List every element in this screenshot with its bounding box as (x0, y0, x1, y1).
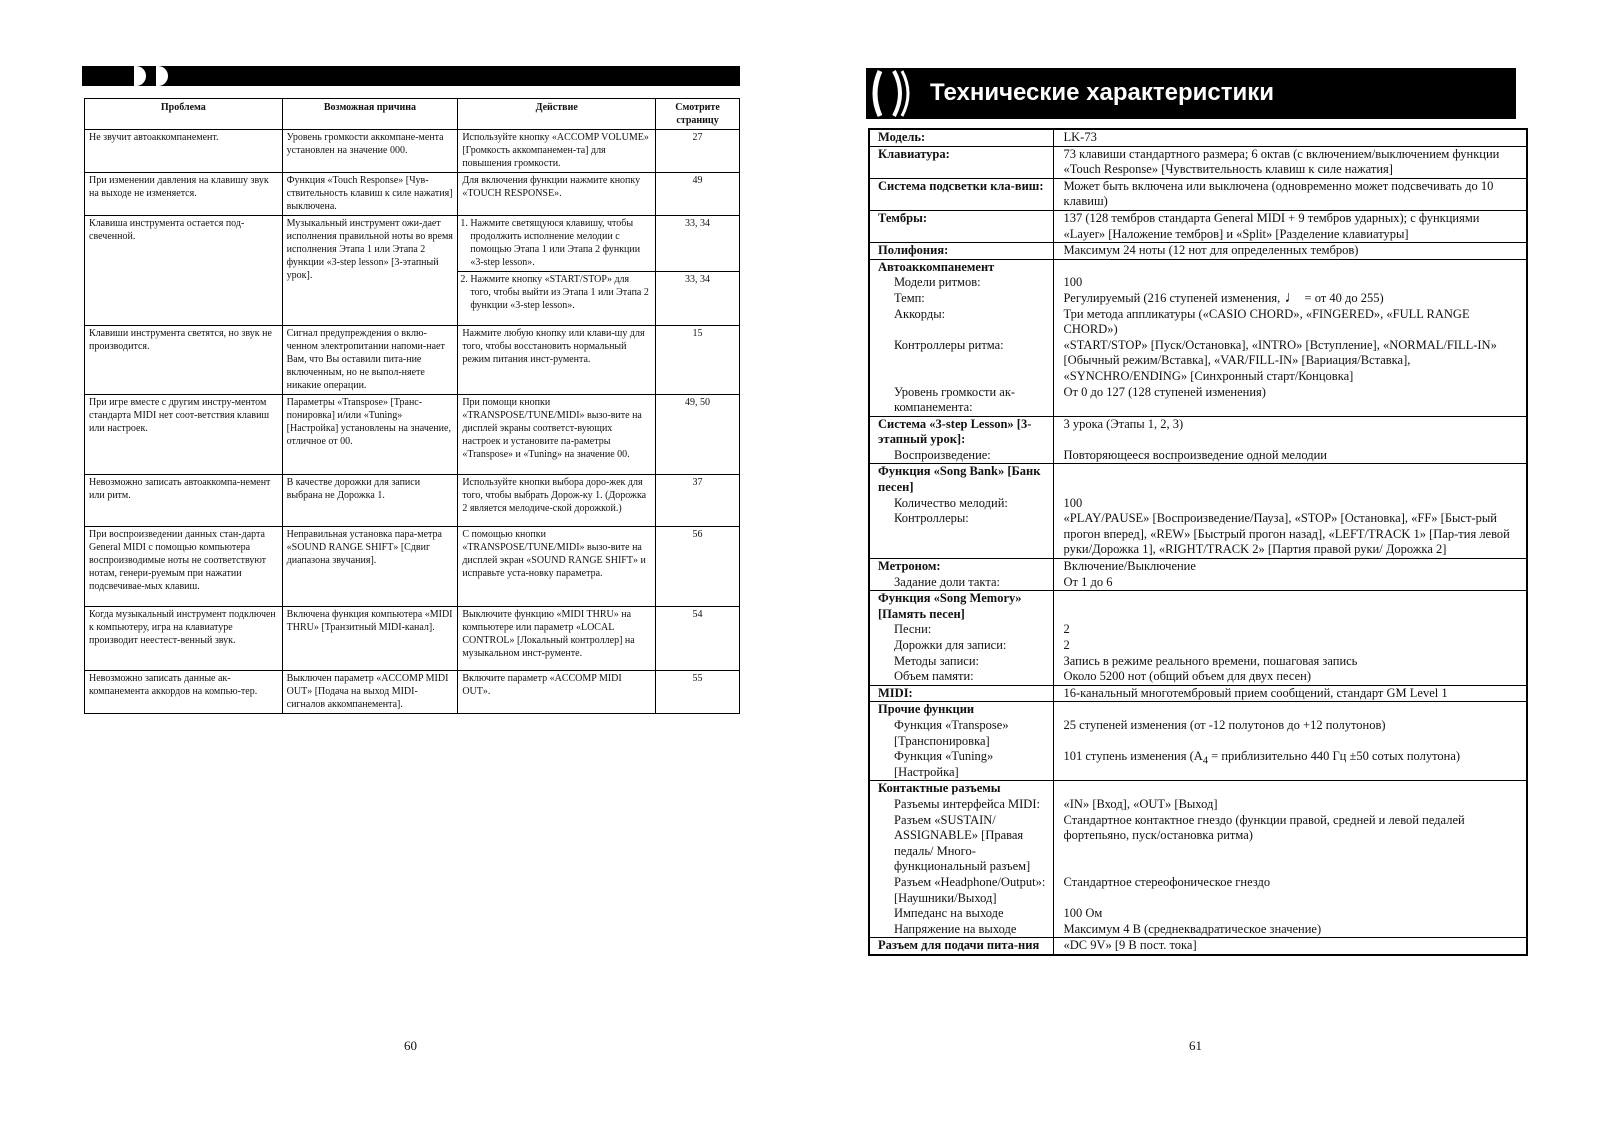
action-cell: Используйте кнопки выбора доро-жек для того, чтобы выбрать Дорож-ку 1. (Дорожка 2 является мелодиче-ской дорожкой.) (458, 475, 656, 527)
spec-value: 73 клавиши стандартного размера; 6 октав (с включением/выключением функции «Touch Response» [Чувствительность клавиш к силе нажатия] (1053, 146, 1527, 178)
spec-value: 2 (1063, 638, 1070, 652)
spec-label: Импеданс на выходе (869, 906, 1053, 922)
action-cell: Нажмите любую кнопку или клави-шу для того, чтобы восстановить нормальный режим питания инст-румента. (458, 326, 656, 395)
spec-label: Методы записи: (869, 654, 1053, 670)
table-row (85, 173, 740, 216)
spec-label: Контроллеры ритма: (869, 338, 1053, 385)
header-action: Действие (458, 99, 656, 130)
problem-cell: Невозможно записать автоаккомпа-немент или ритм. (85, 475, 283, 527)
spec-label: Количество мелодий: (869, 496, 1053, 512)
page-cell: 54 (656, 607, 740, 671)
spec-value: «DC 9V» [9 В пост. тока] (1053, 938, 1527, 955)
spec-value: 100 (1063, 275, 1083, 290)
spec-value: Стандартное стереофоническое гнездо (1063, 874, 1271, 889)
page-cell: 15 (656, 326, 740, 395)
page-number: 61 (1189, 1038, 1202, 1053)
table-row (85, 475, 740, 527)
action-cell: 2. Нажмите кнопку «START/STOP» для того, чтобы выйти из Этапа 1 или Этапа 2 функции «3-step lesson». (458, 272, 656, 326)
problem-cell: Когда музыкальный инструмент подключен к компьютеру, игра на клавиатуре производит неестест-венный звук. (85, 607, 283, 671)
problem-cell: Клавиша инструмента остается под-свеченной. (85, 216, 283, 326)
spec-label: Уровень громкости ак-компанемента: (869, 385, 1053, 417)
table-row (85, 216, 740, 272)
spec-value: От 1 до 6 (1063, 574, 1113, 589)
spec-label: Клавиатура: (869, 146, 1053, 178)
table-header-row (85, 99, 740, 130)
spec-label: Объем памяти: (869, 669, 1053, 685)
quarter-note-icon: ♩ (1284, 288, 1301, 306)
cause-cell: Параметры «Transpose» [Транс-понировка] и/или «Tuning» [Настройка] установлены на значение, отличное от 00. (282, 395, 458, 475)
cause-cell: В качестве дорожки для записи выбрана не Дорожка 1. (282, 475, 458, 527)
header-cause: Возможная причина (282, 99, 458, 130)
spec-section-label: Автоаккомпанемент (869, 259, 1053, 275)
spec-value: 25 ступеней изменения (от -12 полутонов до +12 полутонов) (1063, 717, 1386, 732)
cause-cell: Включена функция компьютера «MIDI THRU» [Транзитный MIDI-канал]. (282, 607, 458, 671)
spec-value: Повторяющееся воспроизведение одной мелодии (1063, 447, 1327, 462)
spec-section-other (869, 702, 1527, 718)
table-row (85, 671, 740, 714)
spec-value: 100 Ом (1063, 906, 1103, 921)
spec-value: Запись в режиме реального времени, пошаговая запись (1063, 653, 1358, 668)
page-number: 60 (404, 1038, 417, 1053)
spec-value: «START/STOP» [Пуск/Остановка], «INTRO» [Вступление], «NORMAL/FILL-IN» [Обычный режим/Вставка], «VAR/FILL-IN» [Вариация/Вставка], «SYNCHRO/ENDING» [Синхронный старт/Концовка] (1063, 337, 1497, 383)
spec-label: Разъемы интерфейса MIDI: (869, 797, 1053, 813)
spec-value: Максимум 24 ноты (12 нот для определенных тембров) (1053, 243, 1527, 260)
spec-section-label: Контактные разъемы (869, 781, 1053, 797)
spec-value: 2 (1063, 622, 1070, 637)
spec-label: Полифония: (869, 243, 1053, 260)
bracket-decoration-icon (872, 68, 918, 119)
spec-section-label: Функция «Song Bank» [Банк песен] (869, 464, 1053, 496)
title-banner (866, 68, 1516, 119)
spec-section-accomp (869, 259, 1527, 275)
spec-section-memory (869, 591, 1527, 623)
action-cell: С помощью кнопки «TRANSPOSE/TUNE/MIDI» вызо-вите на дисплей экран «SOUND RANGE SHIFT» и исправьте уста-новку параметра. (458, 527, 656, 607)
spec-row-midi (869, 685, 1527, 702)
spec-label: Контроллеры: (869, 511, 1053, 558)
problem-cell: Невозможно записать данные ак-компанемента аккордов на компью-тер. (85, 671, 283, 714)
spec-value: Три метода аппликатуры («CASIO CHORD», «FINGERED», «FULL RANGE CHORD») (1063, 306, 1470, 337)
header-problem: Проблема (85, 99, 283, 130)
table-row (85, 395, 740, 475)
spec-section-jacks (869, 781, 1527, 797)
page-cell: 33, 34 (656, 216, 740, 272)
spec-section-label: Система «3-step Lesson» [3-этапный урок]: (869, 416, 1053, 448)
problem-cell: При воспроизведении данных стан-дарта General MIDI с помощью компьютера воспроизводимые ноты не соответствуют нотам, генери-руемым при нажатии подсвечивае-мых клавиш. (85, 527, 283, 607)
spec-label: Напряжение на выходе (869, 922, 1053, 938)
spec-row-lighting (869, 178, 1527, 210)
page-cell: 49 (656, 173, 740, 216)
spec-value: 101 ступень изменения ($A_4$ = приблизительно 440 Гц ±50 сотых полутона) (1063, 749, 1461, 767)
action-cell: Включите параметр «ACCOMP MIDI OUT». (458, 671, 656, 714)
header-page: Смотрите страницу (656, 99, 740, 130)
spec-label: Модель: (869, 129, 1053, 146)
spec-row-model (869, 129, 1527, 146)
spec-label: Разъем «Headphone/Output»: [Наушники/Выход] (869, 875, 1053, 906)
spec-value: Максимум 4 В (среднеквадратическое значение) (1063, 921, 1322, 936)
spec-value: Может быть включена или выключена (одновременно может подсвечивать до 10 клавиш) (1053, 178, 1527, 210)
spec-row-tones (869, 210, 1527, 242)
spec-label: Функция «Transpose» [Транспонировка] (869, 718, 1053, 749)
table-row (85, 326, 740, 395)
spec-label: Задание доли такта: (869, 575, 1053, 591)
page-cell: 49, 50 (656, 395, 740, 475)
problem-cell: Клавиши инструмента светятся, но звук не производится. (85, 326, 283, 395)
spec-value: Около 5200 нот (общий объем для двух песен) (1063, 669, 1311, 684)
spec-value: «IN» [Вход], «OUT» [Выход] (1063, 796, 1218, 811)
action-cell: Используйте кнопку «ACCOMP VOLUME» [Громкость аккомпанемен-та] для повышения громкости. (458, 130, 656, 173)
action-cell: При помощи кнопки «TRANSPOSE/TUNE/MIDI» вызо-вите на дисплей экраны соответст-вующих настроек и установите па-раметры «Transpose» и «Tuning» на значение 00. (458, 395, 656, 475)
spec-label: Дорожки для записи: (869, 638, 1053, 654)
troubleshooting-table (84, 98, 740, 714)
spec-value: Стандартное контактное гнездо (функции правой, средней и левой педалей фортепьяно, пуск/остановка ритма) (1063, 812, 1465, 843)
spec-label: MIDI: (869, 685, 1053, 702)
specifications-table (868, 128, 1528, 956)
action-cell: Выключите функцию «MIDI THRU» на компьютере или параметр «LOCAL CONTROL» [Локальный контроллер] на музыкальном инст-рументе. (458, 607, 656, 671)
spec-section-metronome (869, 559, 1527, 575)
cause-cell: Музыкальный инструмент ожи-дает исполнения правильной ноты во время исполнения Этапа 1 или Этапа 2 функции «3-step lesson» [3-этапный урок]. (282, 216, 458, 326)
spec-value: LK-73 (1063, 130, 1097, 144)
spec-label: Тембры: (869, 210, 1053, 242)
spec-section-label: Функция «Song Memory» [Память песен] (869, 591, 1053, 623)
spec-row-polyphony (869, 243, 1527, 260)
page-cell: 55 (656, 671, 740, 714)
spec-value: Регулируемый (216 ступеней изменения, ♩ = от 40 до 255) (1063, 288, 1384, 306)
spec-label: Система подсветки кла-виш: (869, 178, 1053, 210)
page-cell: 37 (656, 475, 740, 527)
cause-cell: Неправильная установка пара-метра «SOUND RANGE SHIFT» [Сдвиг диапазона звучания]. (282, 527, 458, 607)
table-row (85, 130, 740, 173)
problem-cell: При изменении давления на клавишу звук на выходе не изменяется. (85, 173, 283, 216)
cause-cell: Сигнал предупреждения о вклю-ченном электропитании напоми-нает Вам, что Вы оставили пита-ние включенным, но не выпол-няете никакие операции. (282, 326, 458, 395)
page-title: Технические характеристики (930, 79, 1275, 106)
cause-cell: Уровень громкости аккомпане-мента установлен на значение 000. (282, 130, 458, 173)
table-row (85, 527, 740, 607)
problem-cell: При игре вместе с другим инстру-ментом стандарта MIDI нет соот-ветствия клавиш или настроек. (85, 395, 283, 475)
problem-cell: Не звучит автоаккомпанемент. (85, 130, 283, 173)
spec-label: Воспроизведение: (869, 448, 1053, 464)
page-cell: 33, 34 (656, 272, 740, 326)
table-row (85, 607, 740, 671)
spec-value: 16-канальный многотембровый прием сообщений, стандарт GM Level 1 (1053, 685, 1527, 702)
cause-cell: Функция «Touch Response» [Чув-ствительность клавиш к силе нажатия] выключена. (282, 173, 458, 216)
spec-value: 3 урока (Этапы 1, 2, 3) (1053, 416, 1527, 448)
spec-row-keyboard (869, 146, 1527, 178)
spec-value: «PLAY/PAUSE» [Воспроизведение/Пауза], «STOP» [Остановка], «FF» [Быст-рый прогон вперед], «REW» [Быстрый прогон назад], «LEFT/TRACK 1» [Пар-тия левой руки/Дорожка 1], «RIGHT/TRACK 2» [Партия правой руки/ Дорожка 2] (1063, 511, 1510, 557)
right-page (800, 0, 1600, 1131)
spec-label: Аккорды: (869, 307, 1053, 338)
spec-value: От 0 до 127 (128 ступеней изменения) (1063, 384, 1266, 399)
spec-label: Разъем для подачи пита-ния (869, 938, 1053, 955)
action-cell: 1. Нажмите светящуюся клавишу, чтобы продолжить исполнение мелодии с помощью Этапа 1 или Этапа 2 функции «3-step lesson». (458, 216, 656, 272)
spec-label: Функция «Tuning» [Настройка] (869, 749, 1053, 781)
section-banner (82, 66, 740, 86)
spec-label: Темп: (869, 291, 1053, 307)
spec-row-power (869, 938, 1527, 955)
spec-value: 100 (1063, 495, 1083, 510)
spec-section-songbank (869, 464, 1527, 496)
spec-label: Модели ритмов: (869, 275, 1053, 291)
spec-section-label: Метроном: (869, 559, 1053, 575)
spec-label: Разъем «SUSTAIN/ ASSIGNABLE» [Правая педаль/ Много-функциональный разъем] (869, 813, 1053, 875)
spec-value: Включение/Выключение (1053, 559, 1527, 575)
spec-section-label: Прочие функции (869, 702, 1053, 718)
action-cell: Для включения функции нажмите кнопку «TOUCH RESPONSE». (458, 173, 656, 216)
spec-section-lesson (869, 416, 1527, 448)
page-cell: 56 (656, 527, 740, 607)
page-cell: 27 (656, 130, 740, 173)
cause-cell: Выключен параметр «ACCOMP MIDI OUT» [Подача на выход MIDI-сигналов аккомпанемента]. (282, 671, 458, 714)
spec-label: Песни: (869, 622, 1053, 638)
spec-value: 137 (128 тембров стандарта General MIDI + 9 тембров ударных); с функциями «Layer» [Наложение тембров] и «Split» [Разделение клавиатуры] (1053, 210, 1527, 242)
